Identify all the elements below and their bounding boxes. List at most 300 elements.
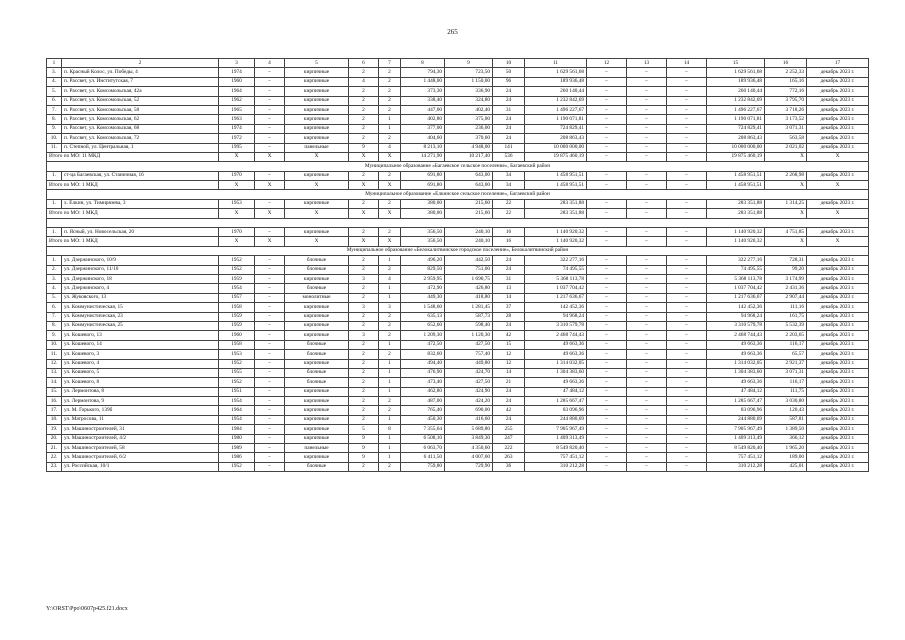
table-cell: кирпичные bbox=[285, 77, 349, 86]
table-cell: – bbox=[255, 228, 285, 237]
table-cell: кирпичные bbox=[285, 274, 349, 283]
table-row bbox=[47, 406, 869, 415]
total-cell: X bbox=[255, 209, 285, 218]
table-cell: 9 bbox=[349, 453, 379, 462]
table-cell: 8 bbox=[379, 425, 401, 434]
table-cell: 690,00 bbox=[445, 406, 493, 415]
address-cell: п. Рассвет, ул. Комсомольская, 72 bbox=[62, 134, 219, 143]
table-cell: 2 bbox=[379, 462, 401, 471]
table-cell: 1959 bbox=[219, 274, 255, 283]
table-cell: 4 bbox=[379, 274, 401, 283]
total-cell: – bbox=[587, 237, 627, 246]
table-cell: декабрь 2023 г. bbox=[807, 265, 869, 274]
table-cell: – bbox=[587, 331, 627, 340]
table-cell: – bbox=[587, 256, 627, 265]
table-cell: – bbox=[627, 105, 667, 114]
column-number-cell: 5 bbox=[285, 59, 349, 68]
table-cell: 1 448,00 bbox=[401, 77, 445, 86]
table-cell: – bbox=[255, 321, 285, 330]
table-row bbox=[47, 444, 869, 453]
table-cell: 587,73 bbox=[445, 312, 493, 321]
table-cell: – bbox=[667, 312, 707, 321]
table-cell: 6. bbox=[47, 96, 62, 105]
table-cell: – bbox=[667, 453, 707, 462]
table-cell: 244 880,69 bbox=[525, 415, 587, 424]
table-cell: – bbox=[255, 143, 285, 152]
table-row bbox=[47, 124, 869, 133]
table-cell: 447,00 bbox=[401, 105, 445, 114]
total-cell: X bbox=[379, 209, 401, 218]
table-cell: – bbox=[627, 134, 667, 143]
column-number-cell: 1 bbox=[47, 59, 62, 68]
table-cell: 2 021,02 bbox=[765, 143, 807, 152]
table-cell: – bbox=[587, 274, 627, 283]
table-cell: 5 368 113,78 bbox=[525, 274, 587, 283]
table-cell: 2 bbox=[379, 265, 401, 274]
table-cell: 47 484,12 bbox=[707, 387, 765, 396]
table-cell: 120,43 bbox=[765, 406, 807, 415]
table-cell: 116,17 bbox=[765, 378, 807, 387]
table-cell: 2 431,36 bbox=[765, 284, 807, 293]
table-cell: – bbox=[627, 124, 667, 133]
table-cell: 12. bbox=[47, 359, 62, 368]
table-cell: 449,80 bbox=[445, 359, 493, 368]
table-cell: 370,60 bbox=[445, 134, 493, 143]
table-cell: 141 bbox=[493, 143, 525, 152]
table-cell: 16 bbox=[493, 228, 525, 237]
section-title bbox=[47, 218, 869, 227]
table-cell: – bbox=[255, 303, 285, 312]
table-cell: 24 bbox=[493, 87, 525, 96]
section-title: Муниципальное образование «Багаевское сельское поселение», Багаевский район bbox=[47, 162, 869, 171]
table-row bbox=[47, 265, 869, 274]
table-cell: 377,00 bbox=[401, 124, 445, 133]
table-cell: 5 689,80 bbox=[445, 425, 493, 434]
total-cell: X bbox=[807, 237, 869, 246]
table-cell: блочные bbox=[285, 340, 349, 349]
table-cell: – bbox=[587, 340, 627, 349]
address-cell: п. Степной, ул. Центральная, 1 bbox=[62, 143, 219, 152]
table-cell: 2 bbox=[379, 228, 401, 237]
table-cell: 829,50 bbox=[401, 265, 445, 274]
table-cell: 2 bbox=[379, 77, 401, 86]
total-cell: – bbox=[627, 181, 667, 190]
table-cell: – bbox=[587, 87, 627, 96]
table-cell: 8 213,10 bbox=[401, 143, 445, 152]
table-cell: 18. bbox=[47, 415, 62, 424]
address-cell: ст-ца Багаевская, ул. Станичная, 16 bbox=[62, 171, 219, 180]
table-cell: 83 096,96 bbox=[707, 406, 765, 415]
table-cell: 2 bbox=[349, 68, 379, 77]
table-cell: 8 549 820,40 bbox=[525, 444, 587, 453]
table-cell: декабрь 2023 г. bbox=[807, 274, 869, 283]
table-cell: 1958 bbox=[219, 303, 255, 312]
table-cell: – bbox=[587, 143, 627, 152]
table-cell: – bbox=[627, 303, 667, 312]
table-cell: – bbox=[587, 105, 627, 114]
table-cell: 2 bbox=[349, 96, 379, 105]
table-cell: 1 629 561,68 bbox=[525, 68, 587, 77]
table-cell: 5 bbox=[349, 425, 379, 434]
table-cell: – bbox=[627, 265, 667, 274]
table-cell: 7. bbox=[47, 312, 62, 321]
table-cell: монолитные bbox=[285, 293, 349, 302]
table-row bbox=[47, 68, 869, 77]
table-cell: 111,75 bbox=[765, 387, 807, 396]
table-cell: 1989 bbox=[219, 444, 255, 453]
table-cell: 3 174,99 bbox=[765, 274, 807, 283]
column-number-cell: 3 bbox=[219, 59, 255, 68]
table-cell: 49 663,36 bbox=[525, 350, 587, 359]
table-cell: 2 921,37 bbox=[765, 359, 807, 368]
table-cell: кирпичные bbox=[285, 105, 349, 114]
total-row bbox=[47, 209, 869, 218]
total-cell: 643,00 bbox=[445, 181, 493, 190]
address-cell: ул. Дзержинского, 4 bbox=[62, 284, 219, 293]
table-cell: кирпичные bbox=[285, 96, 349, 105]
table-cell: – bbox=[255, 171, 285, 180]
table-cell: 1 690,75 bbox=[445, 274, 493, 283]
table-cell: 189 936,48 bbox=[525, 77, 587, 86]
address-cell: ул. Машиностроителей, 6/2 bbox=[62, 453, 219, 462]
table-cell: – bbox=[667, 68, 707, 77]
table-cell: – bbox=[587, 228, 627, 237]
table-cell: 1 217 636,67 bbox=[707, 293, 765, 302]
section-title: Муниципальное образование «Елкинское сельское поселение», Багаевский район bbox=[47, 190, 869, 199]
table-cell: 3 310 579,78 bbox=[525, 321, 587, 330]
table-cell: 338,40 bbox=[401, 96, 445, 105]
table-cell: – bbox=[587, 350, 627, 359]
table-cell: 8 549 820,40 bbox=[707, 444, 765, 453]
table-cell: 20. bbox=[47, 434, 62, 443]
table-cell: 2 bbox=[349, 87, 379, 96]
column-number-cell: 11 bbox=[525, 59, 587, 68]
table-cell: – bbox=[667, 378, 707, 387]
table-cell: 116,17 bbox=[765, 340, 807, 349]
column-number-cell: 10 bbox=[493, 59, 525, 68]
table-cell: 189,00 bbox=[765, 453, 807, 462]
table-cell: панельные bbox=[285, 143, 349, 152]
table-cell: – bbox=[587, 425, 627, 434]
table-cell: 1964 bbox=[219, 87, 255, 96]
table-cell: – bbox=[255, 387, 285, 396]
table-cell: декабрь 2023 г. bbox=[807, 444, 869, 453]
table-cell: 366,12 bbox=[765, 434, 807, 443]
table-cell: декабрь 2023 г. bbox=[807, 368, 869, 377]
table-row bbox=[47, 284, 869, 293]
table-cell: 4 bbox=[379, 143, 401, 152]
address-cell: ул. Кошевого, 4 bbox=[62, 359, 219, 368]
table-cell: панельные bbox=[285, 444, 349, 453]
table-row bbox=[47, 143, 869, 152]
total-cell: 691,80 bbox=[401, 181, 445, 190]
table-cell: 244 880,69 bbox=[707, 415, 765, 424]
table-cell: 2 bbox=[379, 397, 401, 406]
table-cell: – bbox=[667, 105, 707, 114]
table-cell: кирпичные bbox=[285, 453, 349, 462]
table-cell: 6 508,10 bbox=[401, 434, 445, 443]
table-cell: декабрь 2023 г. bbox=[807, 293, 869, 302]
table-row bbox=[47, 397, 869, 406]
table-cell: 402,80 bbox=[401, 115, 445, 124]
table-row bbox=[47, 256, 869, 265]
table-cell: 1 314,25 bbox=[765, 199, 807, 208]
table-cell: 2 bbox=[379, 312, 401, 321]
total-cell: 19 875 460,19 bbox=[707, 152, 765, 161]
table-cell: 1959 bbox=[219, 321, 255, 330]
table-cell: 587,81 bbox=[765, 415, 807, 424]
table-cell: 652,60 bbox=[401, 321, 445, 330]
address-cell: ул. Машиностроителей, 31 bbox=[62, 425, 219, 434]
table-cell: 832,60 bbox=[401, 350, 445, 359]
table-cell: 1 548,60 bbox=[401, 303, 445, 312]
table-cell: 4. bbox=[47, 77, 62, 86]
table-cell: 9 bbox=[349, 434, 379, 443]
table-cell: – bbox=[627, 453, 667, 462]
table-cell: 3 173,52 bbox=[765, 115, 807, 124]
total-cell: – bbox=[587, 152, 627, 161]
table-cell: 1 bbox=[379, 256, 401, 265]
table-cell: – bbox=[255, 87, 285, 96]
total-row bbox=[47, 181, 869, 190]
column-number-cell: 13 bbox=[627, 59, 667, 68]
table-cell: 765,40 bbox=[401, 406, 445, 415]
table-cell: декабрь 2023 г. bbox=[807, 87, 869, 96]
table-row bbox=[47, 350, 869, 359]
table-cell: 449,30 bbox=[401, 293, 445, 302]
table-cell: 5 368 113,78 bbox=[707, 274, 765, 283]
table-cell: – bbox=[255, 312, 285, 321]
column-number-row bbox=[47, 59, 869, 68]
total-cell: X bbox=[765, 152, 807, 161]
table-cell: 215,60 bbox=[445, 199, 493, 208]
total-cell: 22 bbox=[493, 209, 525, 218]
table-cell: кирпичные bbox=[285, 397, 349, 406]
table-cell: 36 bbox=[493, 462, 525, 471]
total-cell: X bbox=[807, 209, 869, 218]
total-cell: X bbox=[219, 181, 255, 190]
address-cell: ул. Дзержинского, 10/9 bbox=[62, 256, 219, 265]
table-cell: – bbox=[587, 312, 627, 321]
table-cell: – bbox=[627, 350, 667, 359]
table-cell: 1 232 842,69 bbox=[707, 96, 765, 105]
table-cell: – bbox=[667, 115, 707, 124]
table-cell: 759,80 bbox=[401, 462, 445, 471]
table-cell: 2 bbox=[349, 406, 379, 415]
table-cell: 487,00 bbox=[401, 397, 445, 406]
table-cell: декабрь 2023 г. bbox=[807, 303, 869, 312]
table-cell: 42 bbox=[493, 331, 525, 340]
table-cell: 1980 bbox=[219, 434, 255, 443]
table-cell: декабрь 2023 г. bbox=[807, 387, 869, 396]
table-cell: 2 bbox=[379, 105, 401, 114]
table-cell: – bbox=[667, 434, 707, 443]
table-row bbox=[47, 228, 869, 237]
table-cell: 2 203,65 bbox=[765, 331, 807, 340]
table-cell: декабрь 2023 г. bbox=[807, 105, 869, 114]
table-cell: 1 120,30 bbox=[445, 331, 493, 340]
table-cell: – bbox=[587, 96, 627, 105]
table-cell: 402,40 bbox=[445, 105, 493, 114]
table-cell: 10. bbox=[47, 134, 62, 143]
table-cell: – bbox=[667, 171, 707, 180]
column-number-cell: 6 bbox=[349, 59, 379, 68]
table-cell: 3 071,31 bbox=[765, 368, 807, 377]
table-cell: 65,57 bbox=[765, 350, 807, 359]
table-cell: кирпичные bbox=[285, 124, 349, 133]
table-cell: 111,16 bbox=[765, 303, 807, 312]
table-cell: – bbox=[627, 397, 667, 406]
table-cell: кирпичные bbox=[285, 199, 349, 208]
table-cell: 310 212,28 bbox=[525, 462, 587, 471]
table-cell: 1963 bbox=[219, 115, 255, 124]
total-label: Итого по МО: 1 МКД bbox=[47, 237, 219, 246]
table-cell: 2 bbox=[349, 134, 379, 143]
table-cell: 2 bbox=[349, 105, 379, 114]
table-cell: кирпичные bbox=[285, 312, 349, 321]
table-cell: 165,16 bbox=[765, 77, 807, 86]
table-cell: – bbox=[627, 321, 667, 330]
table-cell: 450,30 bbox=[401, 415, 445, 424]
table-cell: 1952 bbox=[219, 378, 255, 387]
total-cell: X bbox=[255, 152, 285, 161]
table-cell: кирпичные bbox=[285, 303, 349, 312]
table-cell: декабрь 2023 г. bbox=[807, 415, 869, 424]
table-cell: 3 718,26 bbox=[765, 105, 807, 114]
table-cell: 1952 bbox=[219, 359, 255, 368]
table-cell: 2 bbox=[349, 265, 379, 274]
table-cell: – bbox=[627, 331, 667, 340]
table-cell: 7 905 967,49 bbox=[707, 425, 765, 434]
table-cell: – bbox=[587, 134, 627, 143]
table-cell: кирпичные bbox=[285, 115, 349, 124]
table-cell: 260 140,44 bbox=[707, 87, 765, 96]
total-label: Итого по МО: 1 МКД bbox=[47, 181, 219, 190]
table-cell: 260 140,44 bbox=[525, 87, 587, 96]
table-cell: 2 bbox=[349, 368, 379, 377]
table-cell: 8. bbox=[47, 321, 62, 330]
table-cell: – bbox=[255, 256, 285, 265]
table-cell: 772,16 bbox=[765, 87, 807, 96]
total-cell: X bbox=[285, 152, 349, 161]
table-cell: кирпичные bbox=[285, 387, 349, 396]
table-cell: 310 212,28 bbox=[707, 462, 765, 471]
table-cell: – bbox=[587, 415, 627, 424]
table-cell: 757 451,12 bbox=[525, 453, 587, 462]
table-cell: 751,00 bbox=[445, 265, 493, 274]
table-cell: 24 bbox=[493, 397, 525, 406]
table-row bbox=[47, 359, 869, 368]
table-cell: 263 bbox=[493, 453, 525, 462]
table-cell: 1 bbox=[379, 284, 401, 293]
total-cell: 536 bbox=[493, 152, 525, 161]
table-cell: 12 bbox=[493, 359, 525, 368]
table-cell: 1970 bbox=[219, 228, 255, 237]
table-cell: 283 351,88 bbox=[525, 199, 587, 208]
table-cell: – bbox=[627, 143, 667, 152]
table-cell: – bbox=[587, 115, 627, 124]
table-cell: – bbox=[627, 199, 667, 208]
table-cell: 723,50 bbox=[445, 68, 493, 77]
address-cell: ул. Дзержинского, 11/10 bbox=[62, 265, 219, 274]
total-cell: – bbox=[627, 237, 667, 246]
table-row bbox=[47, 134, 869, 143]
table-cell: – bbox=[667, 331, 707, 340]
table-cell: 1 409 313,49 bbox=[525, 434, 587, 443]
address-cell: ул. Коммунистическая, 25 bbox=[62, 321, 219, 330]
table-cell: – bbox=[667, 368, 707, 377]
table-cell: – bbox=[587, 293, 627, 302]
table-cell: – bbox=[667, 406, 707, 415]
table-cell: 2 bbox=[349, 350, 379, 359]
table-cell: – bbox=[667, 350, 707, 359]
table-cell: 1. bbox=[47, 171, 62, 180]
table-body bbox=[47, 59, 869, 472]
table-cell: 496,20 bbox=[401, 256, 445, 265]
table-cell: 10 000 000,00 bbox=[707, 143, 765, 152]
address-cell: ул. Лермонтова, 8 bbox=[62, 387, 219, 396]
table-cell: 2 bbox=[379, 68, 401, 77]
table-cell: декабрь 2023 г. bbox=[807, 199, 869, 208]
total-cell: X bbox=[765, 209, 807, 218]
table-cell: 1 217 636,67 bbox=[525, 293, 587, 302]
table-cell: 2 468 744,43 bbox=[525, 331, 587, 340]
table-cell: 728,31 bbox=[765, 256, 807, 265]
table-cell: 11. bbox=[47, 350, 62, 359]
total-cell: X bbox=[349, 181, 379, 190]
total-cell: 1 458 951,51 bbox=[707, 181, 765, 190]
table-cell: 1 150,00 bbox=[445, 77, 493, 86]
table-cell: 15 bbox=[493, 340, 525, 349]
total-cell: X bbox=[807, 181, 869, 190]
table-cell: 1 458 951,51 bbox=[707, 171, 765, 180]
table-cell: 724 829,41 bbox=[525, 124, 587, 133]
municipality-section-heading bbox=[47, 218, 869, 227]
table-cell: – bbox=[667, 284, 707, 293]
table-cell: 6 411,50 bbox=[401, 453, 445, 462]
table-cell: 322 277,16 bbox=[707, 256, 765, 265]
table-cell: – bbox=[627, 68, 667, 77]
address-cell: ул. М. Горького, 139б bbox=[62, 406, 219, 415]
table-cell: – bbox=[627, 387, 667, 396]
table-cell: – bbox=[255, 105, 285, 114]
table-cell: – bbox=[587, 378, 627, 387]
total-cell: 356,50 bbox=[401, 237, 445, 246]
column-number-cell: 16 bbox=[765, 59, 807, 68]
table-cell: блочные bbox=[285, 265, 349, 274]
table-cell: 83 096,96 bbox=[525, 406, 587, 415]
table-cell: – bbox=[587, 462, 627, 471]
table-cell: 2 268,98 bbox=[765, 171, 807, 180]
table-cell: 427,50 bbox=[445, 340, 493, 349]
table-cell: 322 277,16 bbox=[525, 256, 587, 265]
table-cell: – bbox=[587, 303, 627, 312]
table-cell: 2 bbox=[379, 406, 401, 415]
table-cell: декабрь 2023 г. bbox=[807, 96, 869, 105]
table-cell: 2 468 744,43 bbox=[707, 331, 765, 340]
table-cell: – bbox=[255, 340, 285, 349]
table-cell: 9. bbox=[47, 124, 62, 133]
address-cell: х. Елкин, ул. Тимирязева, 3 bbox=[62, 199, 219, 208]
table-row bbox=[47, 312, 869, 321]
table-cell: 1 409 313,49 bbox=[707, 434, 765, 443]
table-cell: 2 bbox=[379, 96, 401, 105]
table-cell: 19. bbox=[47, 425, 62, 434]
table-cell: 1952 bbox=[219, 462, 255, 471]
table-cell: 1954 bbox=[219, 284, 255, 293]
table-row bbox=[47, 105, 869, 114]
table-cell: 5. bbox=[47, 87, 62, 96]
